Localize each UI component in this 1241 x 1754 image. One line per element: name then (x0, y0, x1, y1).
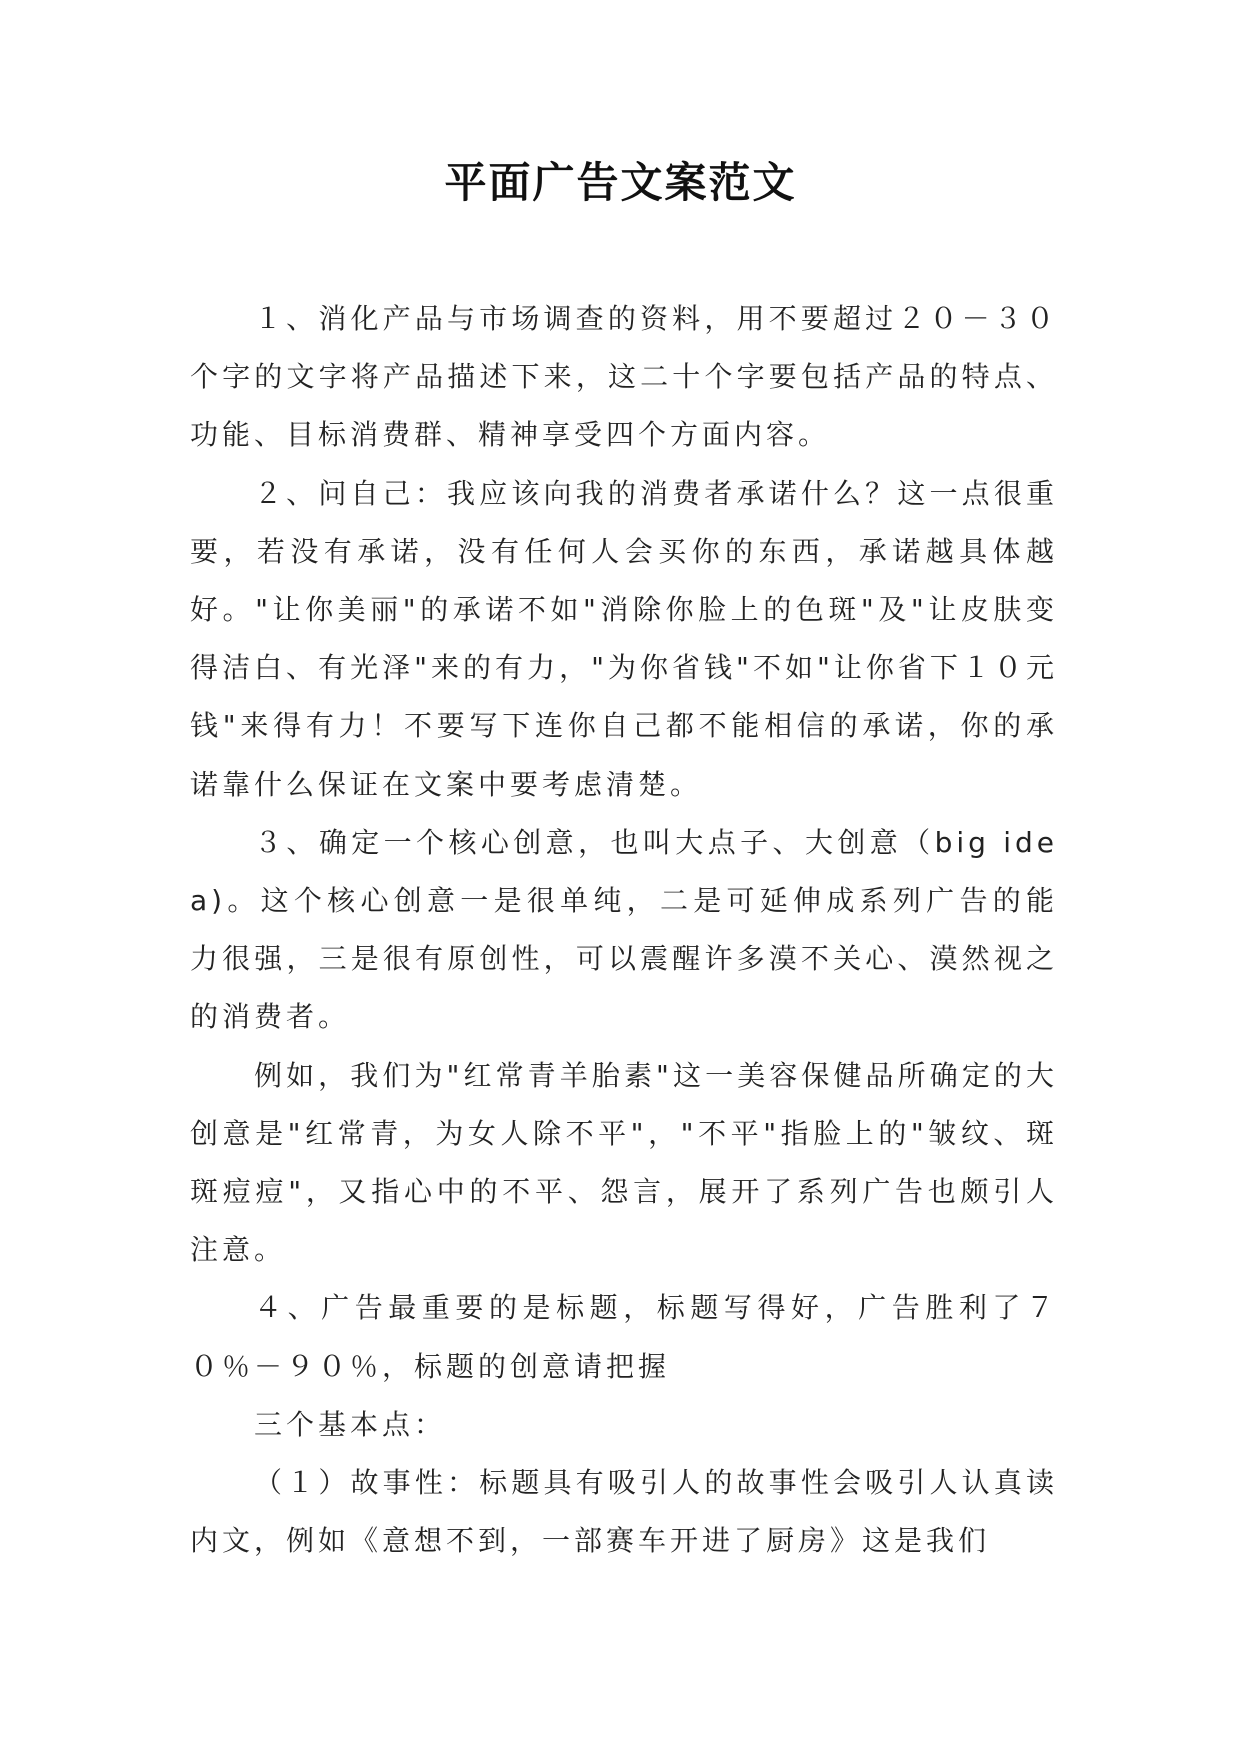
paragraph-1: １、消化产品与市场调查的资料，用不要超过２０－３０个字的文字将产品描述下来，这二十个字要包括产品的特点、功能、目标消费群、精神享受四个方面内容。 (190, 302, 1058, 452)
paragraph-3: ３、确定一个核心创意，也叫大点子、大创意（big idea)。这个核心创意一是很单纯，二是可延伸成系列广告的能力很强，三是很有原创性，可以震醒许多漠不关心、漠然视之的消费者。 (190, 825, 1058, 1034)
document-body (190, 290, 1058, 1570)
paragraph-6: 三个基本点： (254, 1407, 447, 1441)
document-title: 平面广告文案范文 (444, 158, 797, 207)
paragraph-2: ２、问自己：我应该向我的消费者承诺什么？这一点很重要，若没有承诺，没有任何人会买你的东西，承诺越具体越好。"让你美丽"的承诺不如"消除你脸上的色斑"及"让皮肤变得洁白、有光泽"来的有力，"为你省钱"不如"让你省下１０元钱"来得有力！不要写下连你自己都不能相信的承诺，你的承诺靠什么保证在文案中要考虑清楚。 (190, 476, 1058, 801)
paragraph-7: （１）故事性：标题具有吸引人的故事性会吸引人认真读内文，例如《意想不到，一部赛车开进了厨房》这是我们 (190, 1466, 1058, 1558)
paragraph-5: ４、广告最重要的是标题，标题写得好，广告胜利了７０％－９０％，标题的创意请把握 (190, 1291, 1058, 1383)
paragraph-4: 例如，我们为"红常青羊胎素"这一美容保健品所确定的大创意是"红常青，为女人除不平"，"不平"指脸上的"皱纹、斑斑痘痘"，又指心中的不平、怨言，展开了系列广告也颇引人注意。 (190, 1058, 1058, 1267)
